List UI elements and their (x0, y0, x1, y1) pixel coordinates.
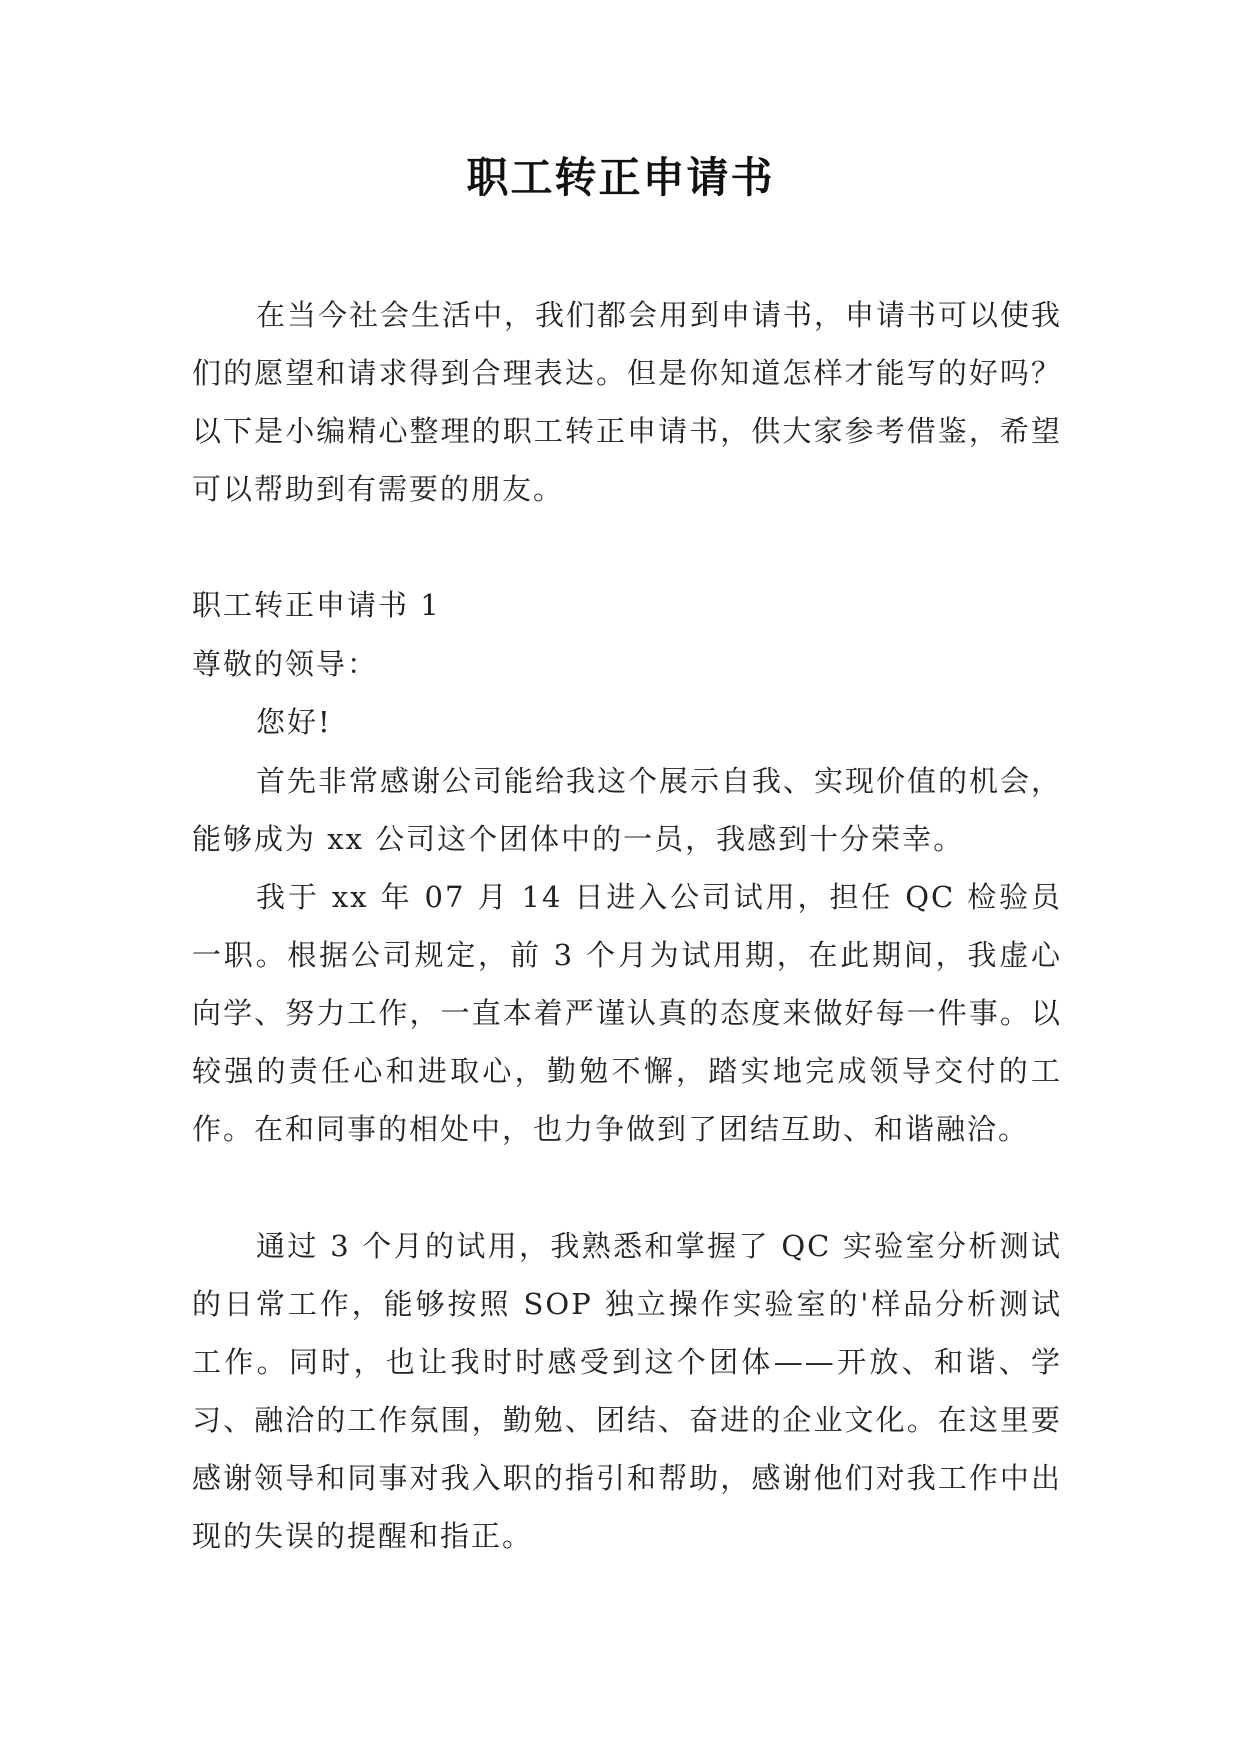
body-paragraph-3: 通过 3 个月的试用，我熟悉和掌握了 QC 实验室分析测试的日常工作，能够按照 SOP 独立操作实验室的'样品分析测试工作。同时，也让我时时感受到这个团体——开放、和谐、学习、融洽的工作氛围，勤勉、团结、奋进的企业文化。在这里要感谢领导和同事对我入职的指引和帮助，感谢他们对我工作中出现的失误的提醒和指正。 (192, 1229, 1062, 1553)
intro-paragraph: 在当今社会生活中，我们都会用到申请书，申请书可以使我们的愿望和请求得到合理表达。但是你知道怎样才能写的好吗？以下是小编精心整理的职工转正申请书，供大家参考借鉴，希望可以帮助到有需要的朋友。 (192, 298, 1063, 506)
greeting: 您好! (256, 705, 332, 739)
body-paragraph-2: 我于 xx 年 07 月 14 日进入公司试用，担任 QC 检验员一职。根据公司规定，前 3 个月为试用期，在此期间，我虚心向学、努力工作，一直本着严谨认真的态度来做好每一件事。以较强的责任心和进取心，勤勉不懈，踏实地完成领导交付的工作。在和同事的相处中，也力争做到了团结互助、和谐融洽。 (192, 880, 1062, 1146)
section-heading: 职工转正申请书 1 (192, 588, 441, 622)
salutation: 尊敬的领导： (192, 647, 379, 681)
document-title: 职工转正申请书 (466, 153, 775, 202)
body-paragraph-1: 首先非常感谢公司能给我这个展示自我、实现价值的机会，能够成为 xx 公司这个团体中的一员，我感到十分荣幸。 (192, 764, 1063, 856)
